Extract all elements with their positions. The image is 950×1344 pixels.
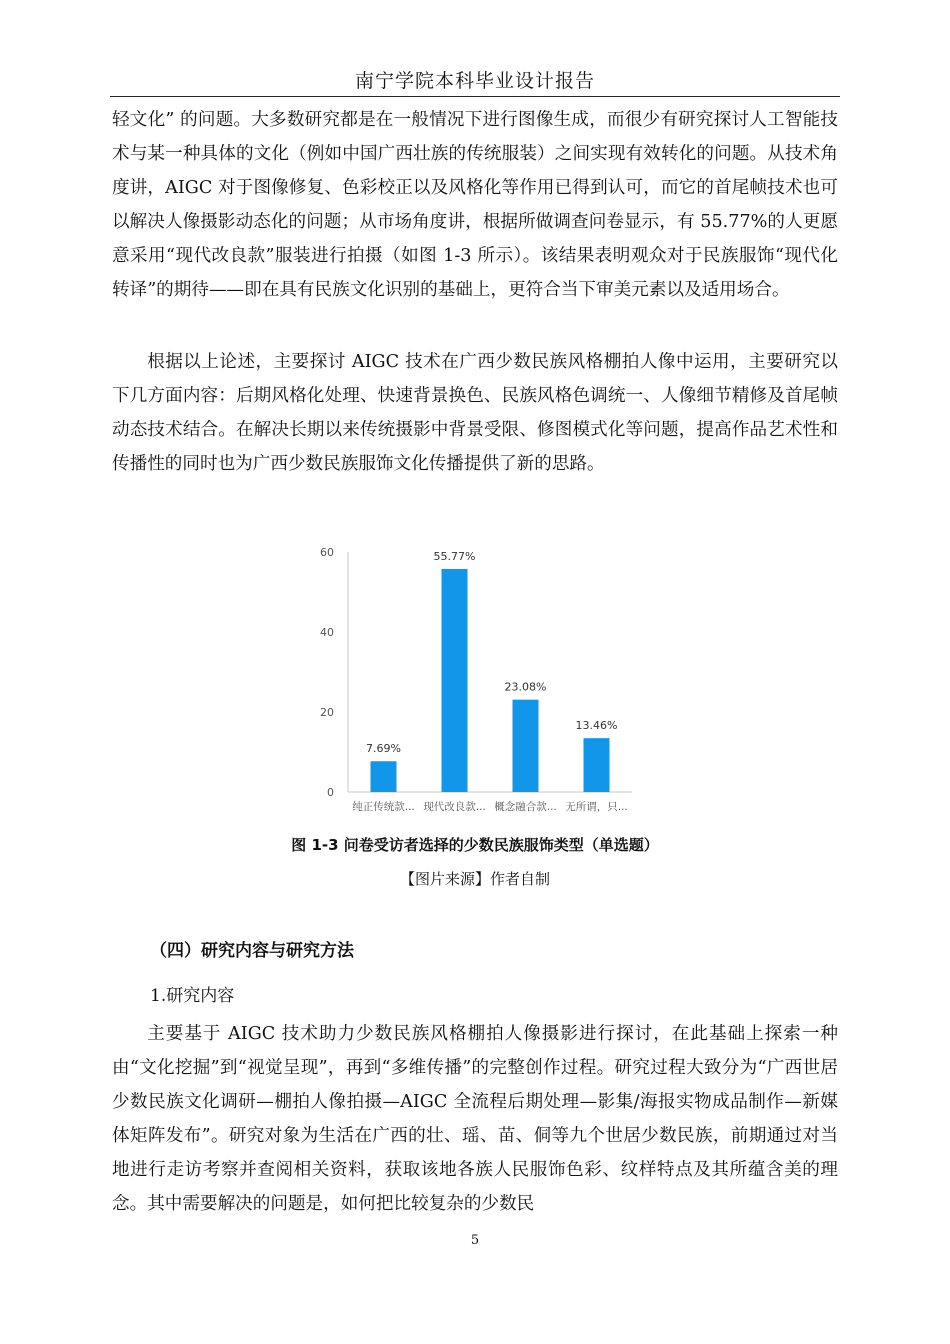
bar [442, 569, 468, 792]
y-tick-label: 60 [320, 546, 334, 559]
bar [513, 700, 539, 792]
page-number: 5 [470, 1233, 480, 1248]
paragraph-1: 轻文化” 的问题。大多数研究都是在一般情况下进行图像生成，而很少有研究探讨人工智能技术与某一种具体的文化（例如中国广西壮族的传统服装）之间实现有效转化的问题。从技术角度讲，AIGC 对于图像修复、色彩校正以及风格化等作用已得到认可，而它的首尾帧技术也可以解决人像摄影动态化的问题；从市场角度讲，根据所做调查问卷显示，有 55.77%的人更愿意采用“现代改良款”服装进行拍摄（如图 1-3 所示）。该结果表明观众对于民族服饰“现代化转译”的期待——即在具有民族文化识别的基础上，更符合当下审美元素以及适用场合。 [112, 110, 838, 300]
header-rule [110, 96, 840, 97]
data-label: 13.46% [575, 719, 618, 733]
y-tick-label: 0 [327, 786, 334, 799]
bar [584, 738, 610, 792]
bar [371, 761, 397, 792]
x-category-label: 纯正传统款... [352, 801, 415, 813]
paragraph-3: 主要基于 AIGC 技术助力少数民族风格棚拍人像摄影进行探讨，在此基础上探索一种由“文化挖掘”到“视觉呈现”，再到“多维传播”的完整创作过程。研究过程大致分为“广西世居少数民族文化调研—棚拍人像拍摄—AIGC 全流程后期处理—影集/海报实物成品制作—新媒体矩阵发布”。研究对象为生活在广西的壮、瑶、苗、侗等九个世居少数民族，前期通过对当地进行走访考察并查阅相关资料，获取该地各族人民服饰色彩、纹样特点及其所蕴含美的理念。其中需要解决的问题是，如何把比较复杂的少数民 [112, 1024, 838, 1214]
bar-chart [312, 536, 642, 818]
y-tick-label: 20 [320, 706, 334, 719]
paragraph-2: 根据以上论述，主要探讨 AIGC 技术在广西少数民族风格棚拍人像中运用，主要研究以下几方面内容：后期风格化处理、快速背景换色、民族风格色调统一、人像细节精修及首尾帧动态技术结合。在解决长期以来传统摄影中背景受限、修图模式化等问题，提高作品艺术性和传播性的同时也为广西少数民族服饰文化传播提供了新的思路。 [112, 352, 838, 474]
x-category-label: 无所谓，只... [565, 801, 628, 813]
figure-source: 【图片来源】作者自制 [399, 870, 550, 888]
page-header-title: 南宁学院本科毕业设计报告 [354, 70, 595, 92]
y-tick-label: 40 [320, 626, 334, 639]
x-category-label: 概念融合款... [494, 801, 557, 813]
x-category-label: 现代改良款... [423, 801, 486, 813]
data-label: 23.08% [504, 680, 547, 694]
subsection-heading: 1.研究内容 [150, 986, 235, 1006]
data-label: 7.69% [366, 742, 401, 756]
bar-chart-svg [312, 536, 642, 818]
figure-caption: 图 1-3 问卷受访者选择的少数民族服饰类型（单选题） [291, 836, 659, 854]
section-heading: （四）研究内容与研究方法 [150, 941, 354, 961]
data-label: 55.77% [433, 549, 476, 563]
